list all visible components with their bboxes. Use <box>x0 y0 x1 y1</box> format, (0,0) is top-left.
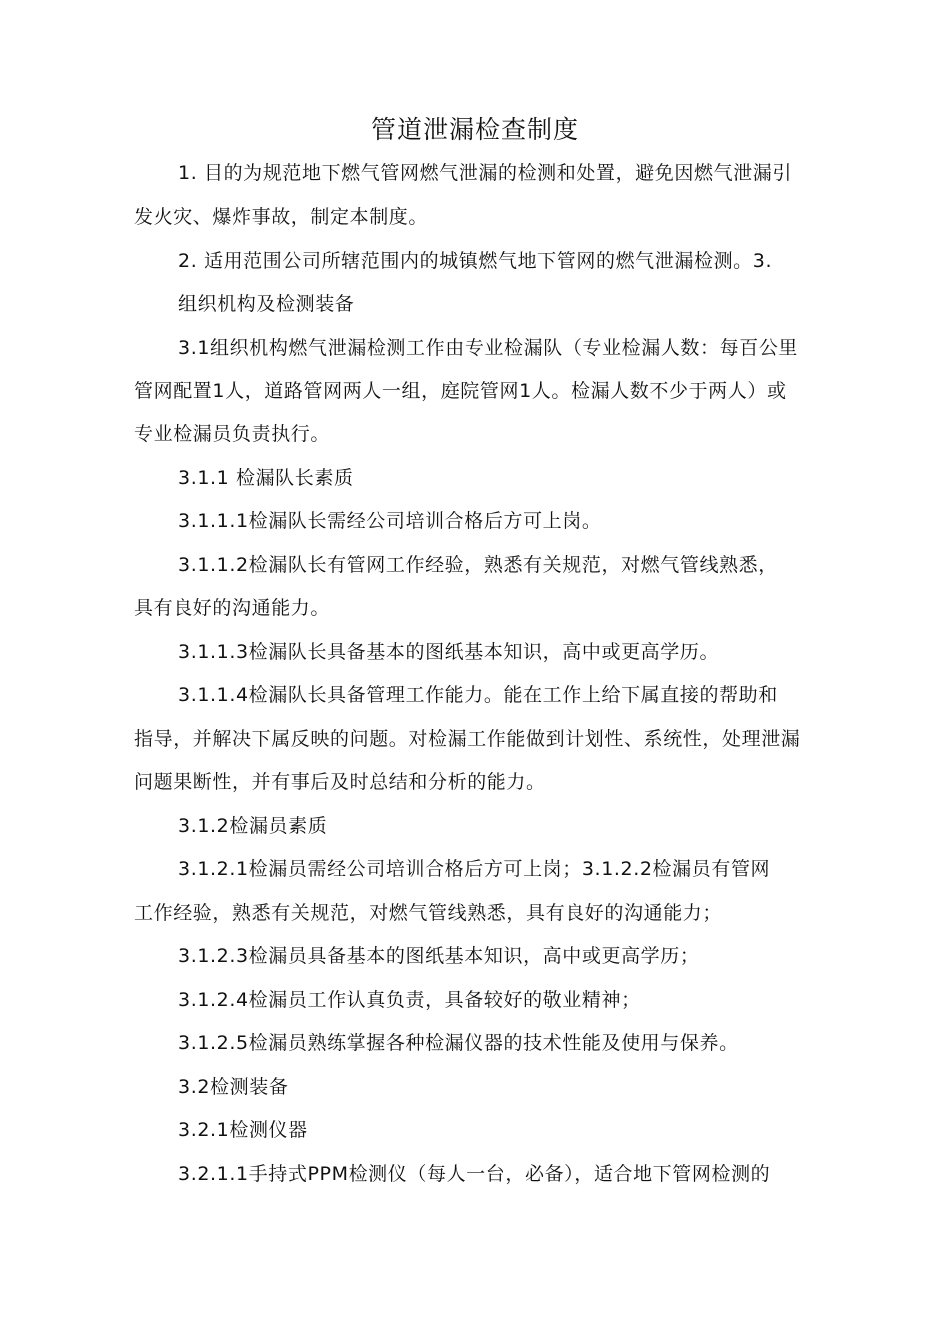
text-line: 3.1组织机构燃气泄漏检测工作由专业检漏队（专业检漏人数：每百公里 <box>178 337 799 359</box>
text-line: 3.1.1 检漏队长素质 <box>178 467 354 489</box>
text-line: 发火灾、爆炸事故，制定本制度。 <box>134 206 429 228</box>
text-line: 管网配置1人，道路管网两人一组，庭院管网1人。检漏人数不少于两人）或 <box>134 380 787 402</box>
text-line: 具有良好的沟通能力。 <box>134 597 331 619</box>
document-title: 管道泄漏检查制度 <box>370 115 579 144</box>
text-line: 3.2检测装备 <box>178 1076 289 1098</box>
text-line: 3.1.2.1检漏员需经公司培训合格后方可上岗；3.1.2.2检漏员有管网 <box>178 858 771 880</box>
text-line: 3.1.2.5检漏员熟练掌握各种检漏仪器的技术性能及使用与保养。 <box>178 1032 739 1054</box>
text-line: 3.1.2.3检漏员具备基本的图纸基本知识，高中或更高学历； <box>178 945 700 967</box>
text-line: 组织机构及检测装备 <box>178 293 355 315</box>
text-line: 工作经验，熟悉有关规范，对燃气管线熟悉，具有良好的沟通能力； <box>134 902 723 924</box>
text-line: 3.1.2.4检漏员工作认真负责，具备较好的敬业精神； <box>178 989 641 1011</box>
text-line: 3.1.1.4检漏队长具备管理工作能力。能在工作上给下属直接的帮助和 <box>178 684 778 706</box>
text-line: 3.1.1.1检漏队长需经公司培训合格后方可上岗。 <box>178 510 602 532</box>
text-line: 问题果断性，并有事后及时总结和分析的能力。 <box>134 771 546 793</box>
text-line: 3.1.1.2检漏队长有管网工作经验，熟悉有关规范，对燃气管线熟悉， <box>178 554 778 576</box>
text-line: 专业检漏员负责执行。 <box>134 423 331 445</box>
text-line: 1. 目的为规范地下燃气管网燃气泄漏的检测和处置，避免因燃气泄漏引 <box>178 162 792 184</box>
text-line: 3.2.1.1手持式PPM检测仪（每人一台，必备），适合地下管网检测的 <box>178 1163 771 1185</box>
text-line: 3.2.1检测仪器 <box>178 1119 308 1141</box>
text-line: 指导，并解决下属反映的问题。对检漏工作能做到计划性、系统性，处理泄漏 <box>134 728 801 750</box>
text-line: 3.1.2检漏员素质 <box>178 815 328 837</box>
text-line: 3.1.1.3检漏队长具备基本的图纸基本知识，高中或更高学历。 <box>178 641 720 663</box>
text-line: 2. 适用范围公司所辖范围内的城镇燃气地下管网的燃气泄漏检测。3. <box>178 250 773 272</box>
